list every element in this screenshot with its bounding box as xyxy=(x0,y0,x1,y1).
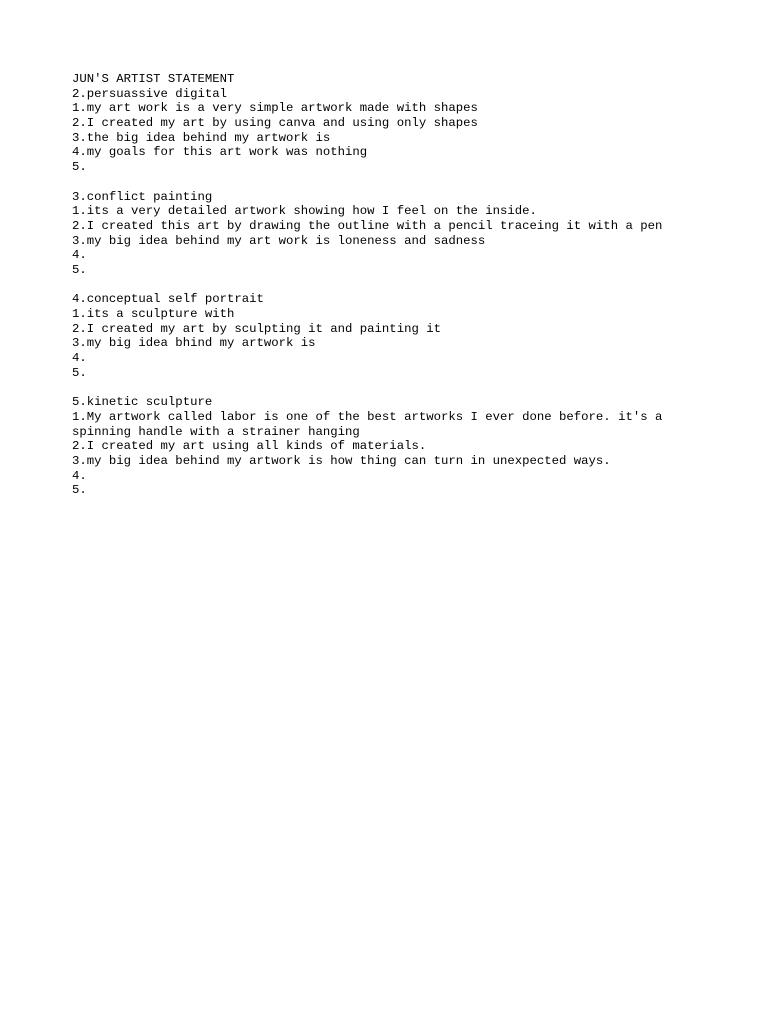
statement-line: 3.the big idea behind my artwork is xyxy=(72,130,331,145)
blank-line xyxy=(72,380,696,395)
section-heading: 3.conflict painting xyxy=(72,189,213,204)
statement-line: spinning handle with a strainer hanging xyxy=(72,424,360,439)
statement-line: 2.I created my art by using canva and using only shapes xyxy=(72,116,478,131)
statement-line: 1.my art work is a very simple artwork made with shapes xyxy=(72,101,478,116)
blank-line xyxy=(72,175,696,190)
statement-line: 5. xyxy=(72,483,87,498)
statement-line: 1.My artwork called labor is one of the best artworks I ever done before. it's a xyxy=(72,409,663,424)
statement-line: 4. xyxy=(72,468,87,483)
statement-line: 4.my goals for this art work was nothing xyxy=(72,145,368,160)
statement-line: 2.I created my art using all kinds of materials. xyxy=(72,439,427,454)
statement-line: 4. xyxy=(72,248,87,263)
statement-line: 1.its a very detailed artwork showing how I feel on the inside. xyxy=(72,204,537,219)
document-title: JUN'S ARTIST STATEMENT xyxy=(72,72,235,86)
statement-line: 3.my big idea bhind my artwork is xyxy=(72,336,316,351)
section-persuasive-digital xyxy=(72,87,696,175)
blank-line xyxy=(72,278,696,293)
statement-line: 1.its a sculpture with xyxy=(72,307,235,321)
statement-line: 5. xyxy=(72,262,87,277)
statement-line: 2.I created this art by drawing the outline with a pencil traceing it with a pen xyxy=(72,218,663,233)
section-heading: 2.persuassive digital xyxy=(72,86,227,101)
statement-line: 5. xyxy=(72,365,87,380)
section-heading: 5.kinetic sculpture xyxy=(72,395,213,410)
statement-line: 2.I created my art by sculpting it and painting it xyxy=(72,321,441,336)
section-heading: 4.conceptual self portrait xyxy=(72,292,264,307)
section-kinetic-sculpture xyxy=(72,395,696,498)
section-conceptual-self-portrait xyxy=(72,292,696,380)
statement-line: 3.my big idea behind my artwork is how thing can turn in unexpected ways. xyxy=(72,453,611,468)
statement-line: 4. xyxy=(72,351,87,366)
document-page xyxy=(72,72,696,498)
statement-line: 3.my big idea behind my art work is loneness and sadness xyxy=(72,233,486,248)
section-conflict-painting xyxy=(72,190,696,278)
statement-line: 5. xyxy=(72,160,87,175)
